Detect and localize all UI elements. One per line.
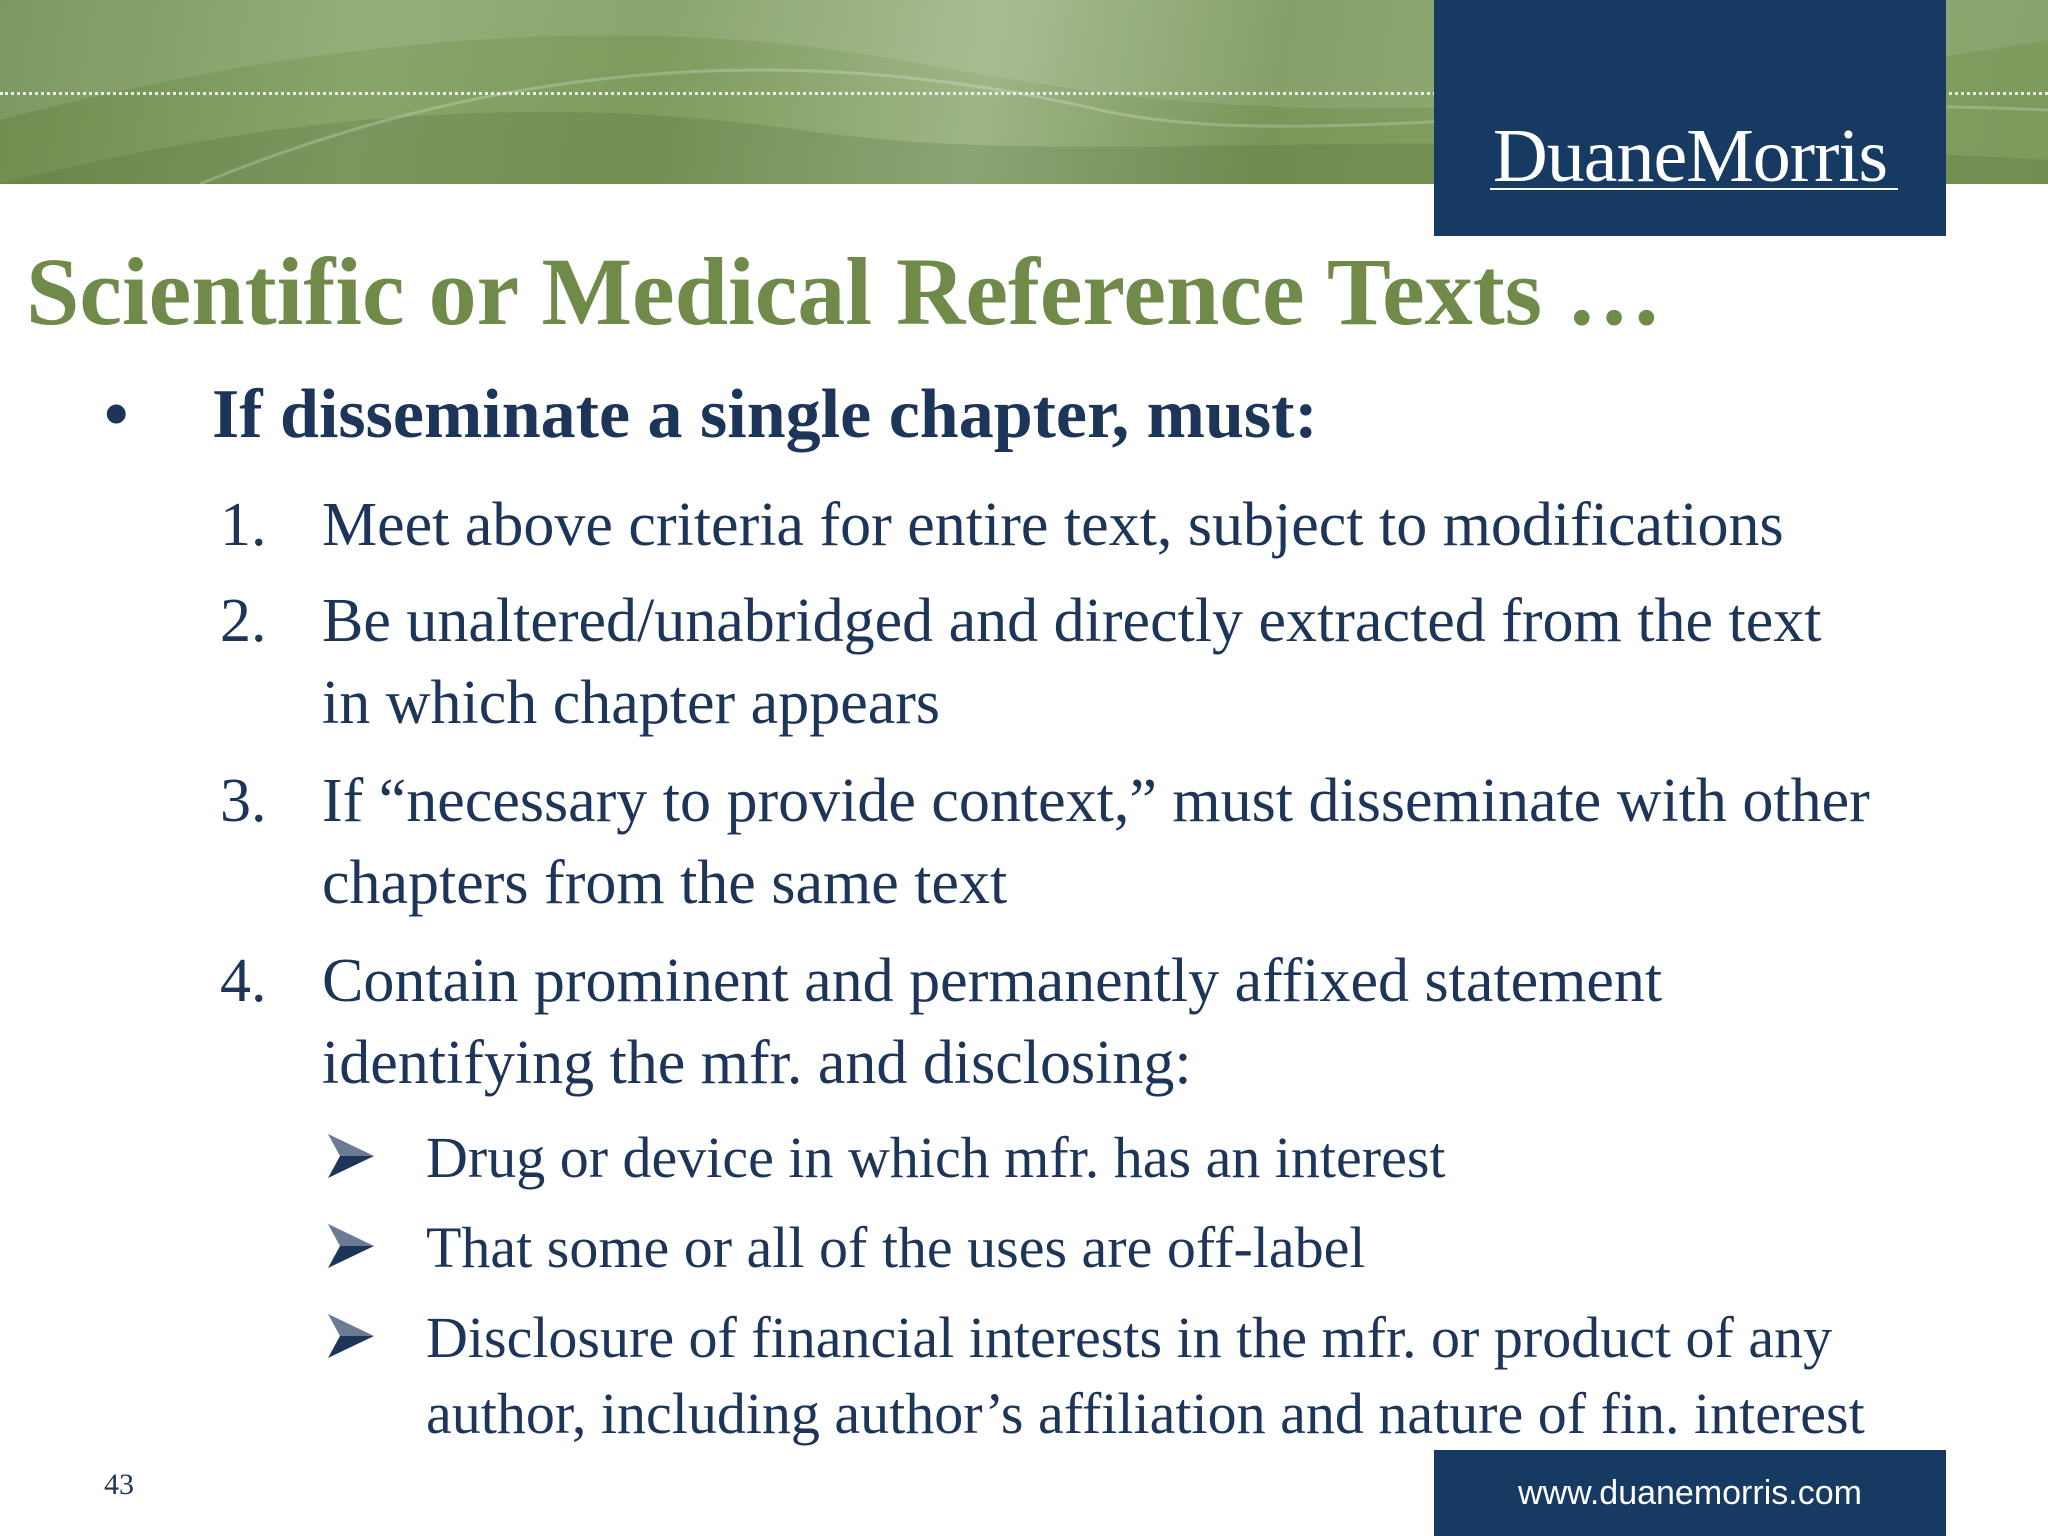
arrowhead-icon xyxy=(322,1308,378,1364)
sub-item-text: Drug or device in which mfr. has an interest xyxy=(426,1125,1446,1190)
slide-title: Scientific or Medical Reference Texts … xyxy=(26,238,1663,345)
logo-underline xyxy=(1490,188,1898,190)
arrowhead-icon xyxy=(322,1128,378,1184)
bullet-text: If disseminate a single chapter, must: xyxy=(212,376,1318,453)
sub-item-text: Disclosure of financial interests in the mfr. or product of any xyxy=(426,1305,1833,1370)
item-number: 2. xyxy=(220,587,267,655)
sub-item-text: That some or all of the uses are off-label xyxy=(426,1215,1366,1280)
bullet-marker: • xyxy=(104,376,129,453)
footer-box xyxy=(1434,1450,1946,1536)
footer-url: www.duanemorris.com xyxy=(1518,1474,1862,1512)
item-text: Meet above criteria for entire text, subject to modifications xyxy=(322,491,1784,559)
item-text-continued: in which chapter appears xyxy=(322,669,941,737)
item-number: 3. xyxy=(220,767,267,835)
page-number: 43 xyxy=(104,1468,134,1501)
item-text: Contain prominent and permanently affixed statement xyxy=(322,947,1663,1015)
item-number: 4. xyxy=(220,947,267,1015)
item-text: If “necessary to provide context,” must disseminate with other xyxy=(322,767,1870,835)
logo-box xyxy=(1434,0,1946,236)
sub-item-text-continued: author, including author’s affiliation and nature of fin. interest xyxy=(426,1381,1865,1446)
item-number: 1. xyxy=(220,491,267,559)
item-text: Be unaltered/unabridged and directly extracted from the text xyxy=(322,587,1822,655)
duane-morris-logo: DuaneMorris xyxy=(1492,114,1888,198)
arrowhead-icon xyxy=(322,1218,378,1274)
item-text-continued: chapters from the same text xyxy=(322,849,1008,917)
item-text-continued: identifying the mfr. and disclosing: xyxy=(322,1029,1192,1097)
